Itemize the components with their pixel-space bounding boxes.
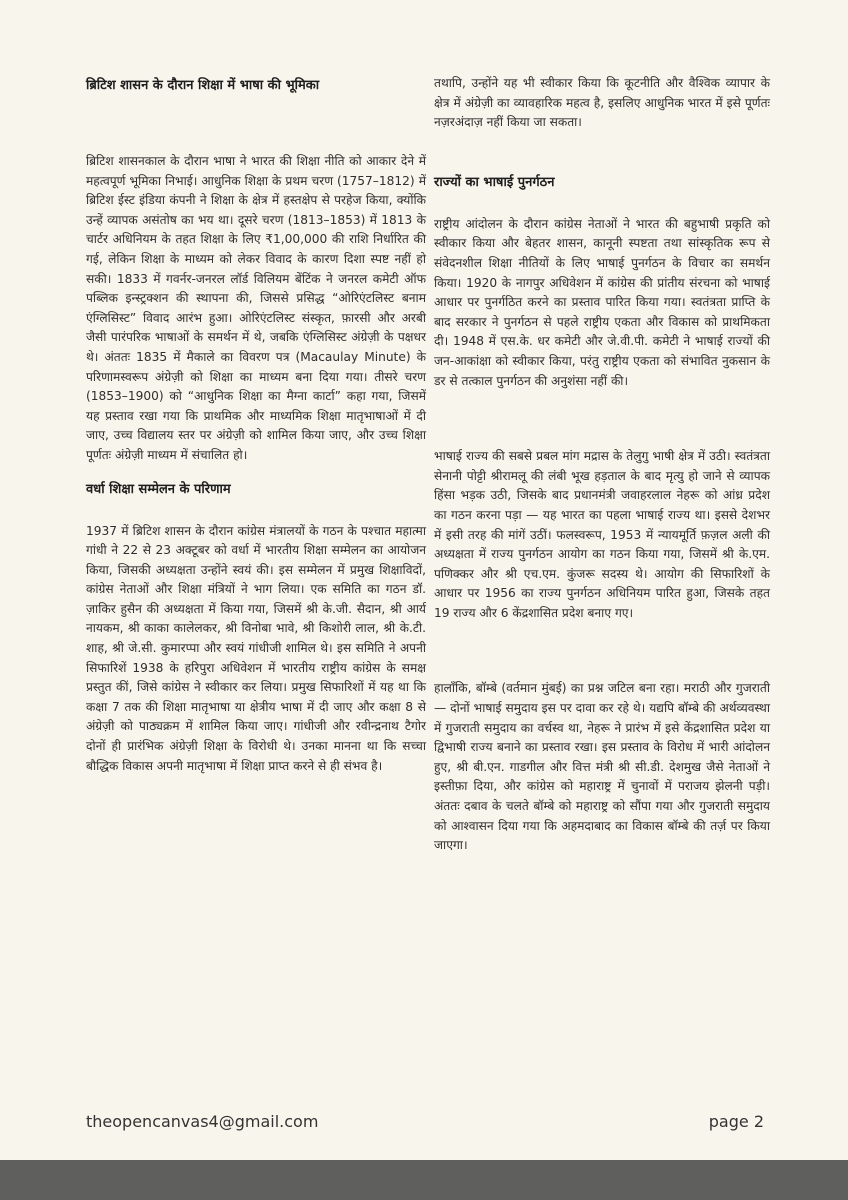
heading-wardha-conference: वर्धा शिक्षा सम्मेलन के परिणाम <box>86 481 231 497</box>
paragraph-andhra-formation: भाषाई राज्य की सबसे प्रबल मांग मद्रास के तेलुगु भाषी क्षेत्र में उठी। स्वतंत्रता सेनानी पोट्टी श्रीरामलू की लंबी भूख हड़ताल के बाद मृत्यु हो जाने से व्यापक हिंसा भड़क उठी, जिसके बाद प्रधानमंत्री जवाहरलाल नेहरू को आंध्र प्रदेश का गठन करना पड़ा — यह भारत का पहला भाषाई राज्य था। इससे देशभर में इसी तरह की मांगें उठीं। फलस्वरूप, 1953 में न्यायमूर्ति फ़ज़ल अली की अध्यक्षता में राज्य पुनर्गठन आयोग का गठन किया गया, जिसमें श्री के.एम. पणिक्कर और श्री एच.एम. कुंजरू सदस्य थे। आयोग की सिफारिशों के आधार पर 1956 का राज्य पुनर्गठन अधिनियम पारित हुआ, जिसके तहत 19 राज्य और 6 केंद्रशासित प्रदेश बनाए गए। <box>434 449 770 620</box>
paragraph-national-movement-reorganisation: राष्ट्रीय आंदोलन के दौरान कांग्रेस नेताओं ने भारत की बहुभाषी प्रकृति को स्वीकार किया और बेहतर शासन, कानूनी स्पष्टता तथा सांस्कृतिक रूप से संवेदनशील शिक्षा नीतियों के लिए भाषाई पुनर्गठन के विचार का समर्थन किया। 1920 के नागपुर अधिवेशन में कांग्रेस की प्रांतीय संरचना को भाषाई आधार पर पुनर्गठित करने का प्रस्ताव पारित किया गया। स्वतंत्रता प्राप्ति के बाद सरकार ने पुनर्गठन से पहले राष्ट्रीय एकता और विकास को प्राथमिकता दी। 1948 में एस.के. धर कमेटी और जे.वी.पी. कमेटी ने भाषाई राज्यों की जन-आकांक्षा को स्वीकार किया, परंतु राष्ट्रीय एकता को संभावित नुकसान के डर से तत्काल पुनर्गठन की अनुशंसा नहीं की। <box>434 216 770 388</box>
bottom-bar <box>0 1160 848 1200</box>
paragraph-wardha-conference: 1937 में ब्रिटिश शासन के दौरान कांग्रेस मंत्रालयों के गठन के पश्चात महात्मा गांधी ने 22 से 23 अक्टूबर को वर्धा में भारतीय शिक्षा सम्मेलन का आयोजन किया, जिसकी अध्यक्षता उन्होंने स्वयं की। इस सम्मेलन में प्रमुख शिक्षाविदों, कांग्रेस नेताओं और शिक्षा मंत्रियों ने भाग लिया। एक समिति का गठन डॉ. ज़ाकिर हुसैन की अध्यक्षता में किया गया, जिसमें श्री के.जी. सैदान, श्री आर्य नायकम, श्री काका कालेलकर, श्री विनोबा भावे, श्री किशोरी लाल, श्री के.टी. शाह, श्री जे.सी. कुमारप्पा और स्वयं गांधीजी शामिल थे। इस समिति ने अपनी सिफारिशें 1938 के हरिपुरा अधिवेशन में भारतीय राष्ट्रीय कांग्रेस के समक्ष प्रस्तुत कीं, जिसे कांग्रेस ने स्वीकार कर लिया। प्रमुख सिफारिशों में यह था कि कक्षा 7 तक की शिक्षा मातृभाषा या क्षेत्रीय भाषा में दी जाए और कक्षा 8 से अंग्रेज़ी को पाठ्यक्रम में शामिल किया जाए। गांधीजी और रवीन्द्रनाथ टैगोर दोनों ही प्रारंभिक अंग्रेज़ी शिक्षा के विरोधी थे। उनका मानना था कि सच्चा बौद्धिक विकास अपनी मातृभाषा में शिक्षा प्राप्त करने से ही संभव है। <box>86 523 426 773</box>
page-footer <box>86 1112 764 1136</box>
footer-email: theopencanvas4@gmail.com <box>86 1112 319 1131</box>
page-number: page 2 <box>708 1112 764 1131</box>
left-column <box>86 76 426 776</box>
right-column <box>434 74 770 856</box>
heading-british-language-role: ब्रिटिश शासन के दौरान शिक्षा में भाषा की भूमिका <box>86 78 320 93</box>
heading-linguistic-reorganisation: राज्यों का भाषाई पुनर्गठन <box>434 174 555 190</box>
paragraph-british-education-phases: ब्रिटिश शासनकाल के दौरान भाषा ने भारत की शिक्षा नीति को आकार देने में महत्वपूर्ण भूमिका निभाई। आधुनिक शिक्षा के प्रथम चरण (1757–1812) में ब्रिटिश ईस्ट इंडिया कंपनी ने शिक्षा के क्षेत्र में हस्तक्षेप से परहेज किया, क्योंकि उन्हें व्यापक असंतोष का भय था। दूसरे चरण (1813–1853) में 1813 के चार्टर अधिनियम के तहत शिक्षा के लिए ₹1,00,000 की राशि निर्धारित की गई, लेकिन शिक्षा के माध्यम को लेकर विवाद के कारण दिशा स्पष्ट नहीं हो सकी। 1833 में गवर्नर-जनरल लॉर्ड विलियम बेंटिंक ने जनरल कमेटी ऑफ पब्लिक इन्स्ट्रक्शन की स्थापना की, जिससे प्रसिद्ध “ओरिएंटलिस्ट बनाम एंग्लिसिस्ट” विवाद आरंभ हुआ। ओरिएंटलिस्ट संस्कृत, फ़ारसी और अरबी जैसी पारंपरिक भाषाओं के समर्थन में थे, जबकि एंग्लिसिस्ट अंग्रेज़ी के पक्षधर थे। अंततः 1835 में मैकाले का विवरण पत्र (Macaulay Minute) के परिणामस्वरूप अंग्रेज़ी को शिक्षा का माध्यम बना दिया गया। तीसरे चरण (1853–1900) को “आधुनिक शिक्षा का मैग्ना कार्टा” कहा गया, जिसमें यह प्रस्ताव रखा गया कि प्राथमिक और माध्यमिक शिक्षा मातृभाषाओं में दी जाए, उच्च विद्यालय स्तर पर अंग्रेज़ी को शामिल किया जाए, और उच्च शिक्षा पूर्णतः अंग्रेज़ी माध्यम में संचालित हो। <box>86 154 426 462</box>
paragraph-english-importance: तथापि, उन्होंने यह भी स्वीकार किया कि कूटनीति और वैश्विक व्यापार के क्षेत्र में अंग्रेज़ी का व्यावहारिक महत्व है, इसलिए आधुनिक भारत में इसे पूर्णतः नज़रअंदाज़ नहीं किया जा सकता। <box>434 76 770 130</box>
paragraph-bombay-question: हालाँकि, बॉम्बे (वर्तमान मुंबई) का प्रश्न जटिल बना रहा। मराठी और गुजराती — दोनों भाषाई समुदाय इस पर दावा कर रहे थे। यद्यपि बॉम्बे की अर्थव्यवस्था में गुजराती समुदाय का वर्चस्व था, नेहरू ने प्रारंभ में इसे केंद्रशासित प्रदेश या द्विभाषी राज्य बनाने का प्रस्ताव रखा। इस प्रस्ताव के विरोध में भारी आंदोलन हुए, श्री बी.एन. गाडगील और वित्त मंत्री श्री सी.डी. देशमुख जैसे नेताओं ने इस्तीफ़ा दिया, और कांग्रेस को महाराष्ट्र में चुनावों में पराजय झेलनी पड़ी। अंततः दबाव के चलते बॉम्बे को महाराष्ट्र को सौंपा गया और गुजराती समुदाय को आश्वासन दिया गया कि अहमदाबाद का विकास बॉम्बे की तर्ज़ पर किया जाएगा। <box>434 681 770 853</box>
